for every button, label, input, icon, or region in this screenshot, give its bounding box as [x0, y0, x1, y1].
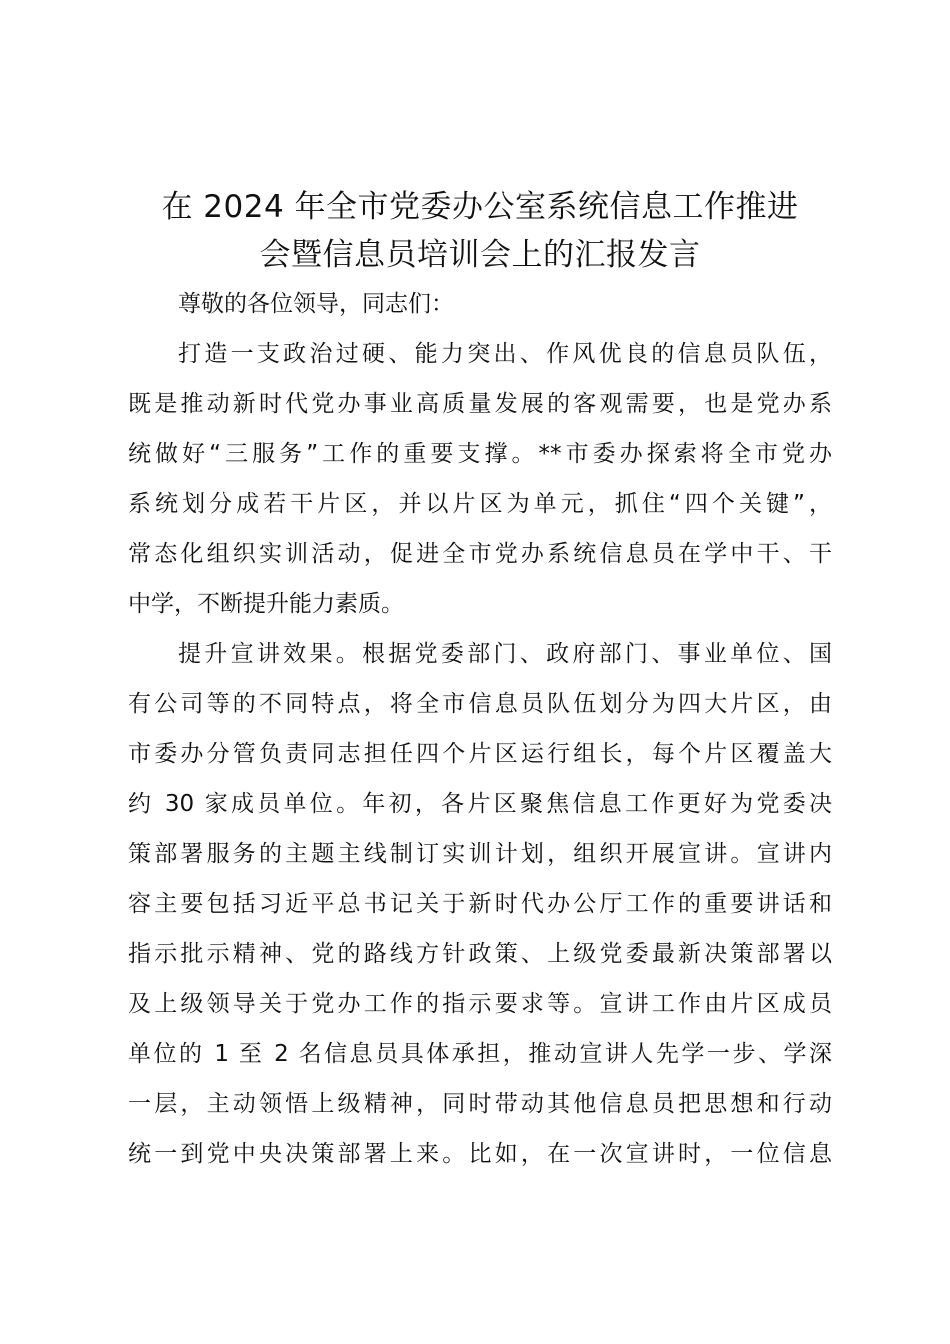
title-line: 在 2024 年全市党委办公室系统信息工作推进: [161, 189, 799, 225]
paragraph-line: 及上级领导关于党办工作的指示要求等。宣讲工作由片区成员: [128, 991, 832, 1017]
paragraph-line: 市委办分管负责同志担任四个片区运行组长，每个片区覆盖大: [128, 741, 832, 767]
salutation: 尊敬的各位领导，同志们：: [178, 291, 454, 317]
paragraph-line: 一层，主动领悟上级精神，同时带动其他信息员把思想和行动: [128, 1091, 832, 1117]
paragraph-intro: [128, 329, 832, 629]
paragraph-line: 统一到党中央决策部署上来。比如，在一次宣讲时，一位信息: [128, 1141, 832, 1167]
paragraph-line: 中学，不断提升能力素质。: [128, 591, 404, 617]
paragraph-line: 提升宣讲效果。根据党委部门、政府部门、事业单位、国: [178, 641, 832, 667]
paragraph-line: 常态化组织实训活动，促进全市党办系统信息员在学中干、干: [128, 541, 832, 567]
paragraph-publicity: [128, 629, 832, 1179]
document-body: [128, 183, 832, 1179]
paragraph-line: 统做好“三服务”工作的重要支撑。**市委办探索将全市党办: [128, 441, 832, 467]
document-title: [128, 183, 832, 279]
paragraph-line: 指示批示精神、党的路线方针政策、上级党委最新决策部署以: [128, 941, 832, 967]
title-line: 会暨信息员培训会上的汇报发言: [259, 237, 701, 273]
paragraph-line: 既是推动新时代党办事业高质量发展的客观需要，也是党办系: [128, 391, 832, 417]
paragraph-line: 打造一支政治过硬、能力突出、作风优良的信息员队伍，: [178, 341, 832, 367]
paragraph-line: 系统划分成若干片区，并以片区为单元，抓住“四个关键”，: [128, 491, 832, 517]
paragraph-line: 容主要包括习近平总书记关于新时代办公厅工作的重要讲话和: [128, 891, 832, 917]
paragraph-line: 策部署服务的主题主线制订实训计划，组织开展宣讲。宣讲内: [128, 841, 832, 867]
paragraph-line: 有公司等的不同特点，将全市信息员队伍划分为四大片区，由: [128, 691, 832, 717]
paragraph-line: 单位的 1 至 2 名信息员具体承担，推动宣讲人先学一步、学深: [128, 1041, 832, 1067]
paragraph-line: 约 30 家成员单位。年初，各片区聚焦信息工作更好为党委决: [128, 791, 832, 817]
